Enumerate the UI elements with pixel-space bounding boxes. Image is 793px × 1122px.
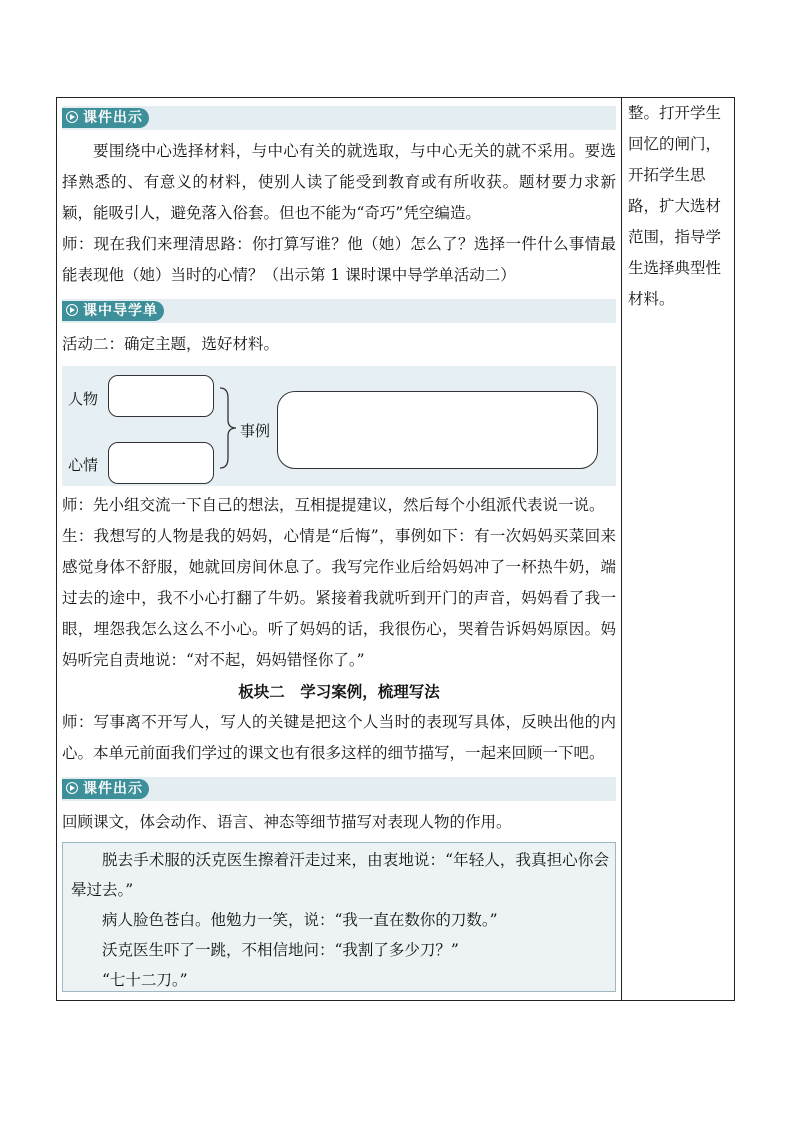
paragraph-student-answer: 生：我想写的人物是我的妈妈，心情是“后悔”，事例如下：有一次妈妈买菜回来感觉身体不舒服，她就回房间休息了。我写完作业后给妈妈冲了一杯热牛奶，端过去的途中，我不小心打翻了牛奶。紧接着我就听到开门的声音，妈妈看了我一眼，埋怨我怎么这么不小心。听了妈妈的话，我很伤心，哭着告诉妈妈原因。妈妈听完自责地说：“对不起，妈妈错怪你了。” <box>62 527 616 669</box>
section-title: 板块二 学习案例，梳理写法 <box>238 682 440 701</box>
play-icon <box>66 782 78 794</box>
person-label: 人物 <box>68 390 99 408</box>
banner-tag <box>62 108 149 128</box>
paragraph-review: 回顾课文，体会动作、语言、神态等细节描写对表现人物的作用。 <box>62 813 512 831</box>
excerpt-line: 脱去手术服的沃克医生擦着汗走过来，由衷地说：“年轻人，我真担心你会晕过去。” <box>71 851 609 899</box>
brace-icon <box>218 386 238 470</box>
paragraph-material-selection: 要围绕中心选择材料，与中心有关的就选取，与中心无关的就不采用。要选择熟悉的、有意义的材料，使别人读了能受到教育或有所收获。题材要力求新颖，能吸引人，避免落入俗套。但也不能为“奇巧”凭空编造。 <box>62 142 616 222</box>
excerpt-line: “七十二刀。” <box>102 971 188 989</box>
courseware-banner <box>62 106 616 130</box>
event-label: 事例 <box>240 422 271 440</box>
topic-diagram <box>62 366 616 486</box>
activity-heading: 活动二：确定主题，选好材料。 <box>62 335 280 353</box>
play-icon <box>66 111 78 123</box>
banner-label: 课中导学单 <box>83 303 158 319</box>
excerpt-line: 病人脸色苍白。他勉力一笑，说：“我一直在数你的刀数。” <box>102 911 498 929</box>
paragraph-detail-writing: 师：写事离不开写人，写人的关键是把这个人当时的表现写具体，反映出他的内心。本单元前面我们学过的课文也有很多这样的细节描写，一起来回顾一下吧。 <box>62 713 616 762</box>
banner-tag <box>62 779 149 799</box>
banner-label: 课件出示 <box>83 110 143 126</box>
courseware-banner-2 <box>62 777 616 801</box>
column-divider <box>621 97 622 1001</box>
mood-label: 心情 <box>68 456 99 474</box>
design-intent-text: 整。打开学生回忆的闸门，开拓学生思路，扩大选材范围，指导学生选择典型性材料。 <box>628 104 722 308</box>
banner-label: 课件出示 <box>83 781 143 797</box>
excerpt-line: 沃克医生吓了一跳，不相信地问：“我割了多少刀？” <box>102 941 459 959</box>
mood-box <box>108 442 214 484</box>
paragraph-teacher-question: 师：现在我们来理清思路：你打算写谁？他（她）怎么了？选择一件什么事情最能表现他（她）当时的心情？（出示第 1 课时课中导学单活动二） <box>62 235 616 284</box>
guide-sheet-banner <box>62 299 616 323</box>
text-excerpt-box <box>62 842 616 992</box>
play-icon <box>66 304 78 316</box>
person-box <box>108 375 214 417</box>
banner-tag <box>62 301 164 321</box>
side-column <box>628 98 728 315</box>
main-column <box>62 100 616 992</box>
paragraph-group-discussion: 师：先小组交流一下自己的想法，互相提提建议，然后每个小组派代表说一说。 <box>62 496 605 514</box>
event-box <box>277 391 598 469</box>
